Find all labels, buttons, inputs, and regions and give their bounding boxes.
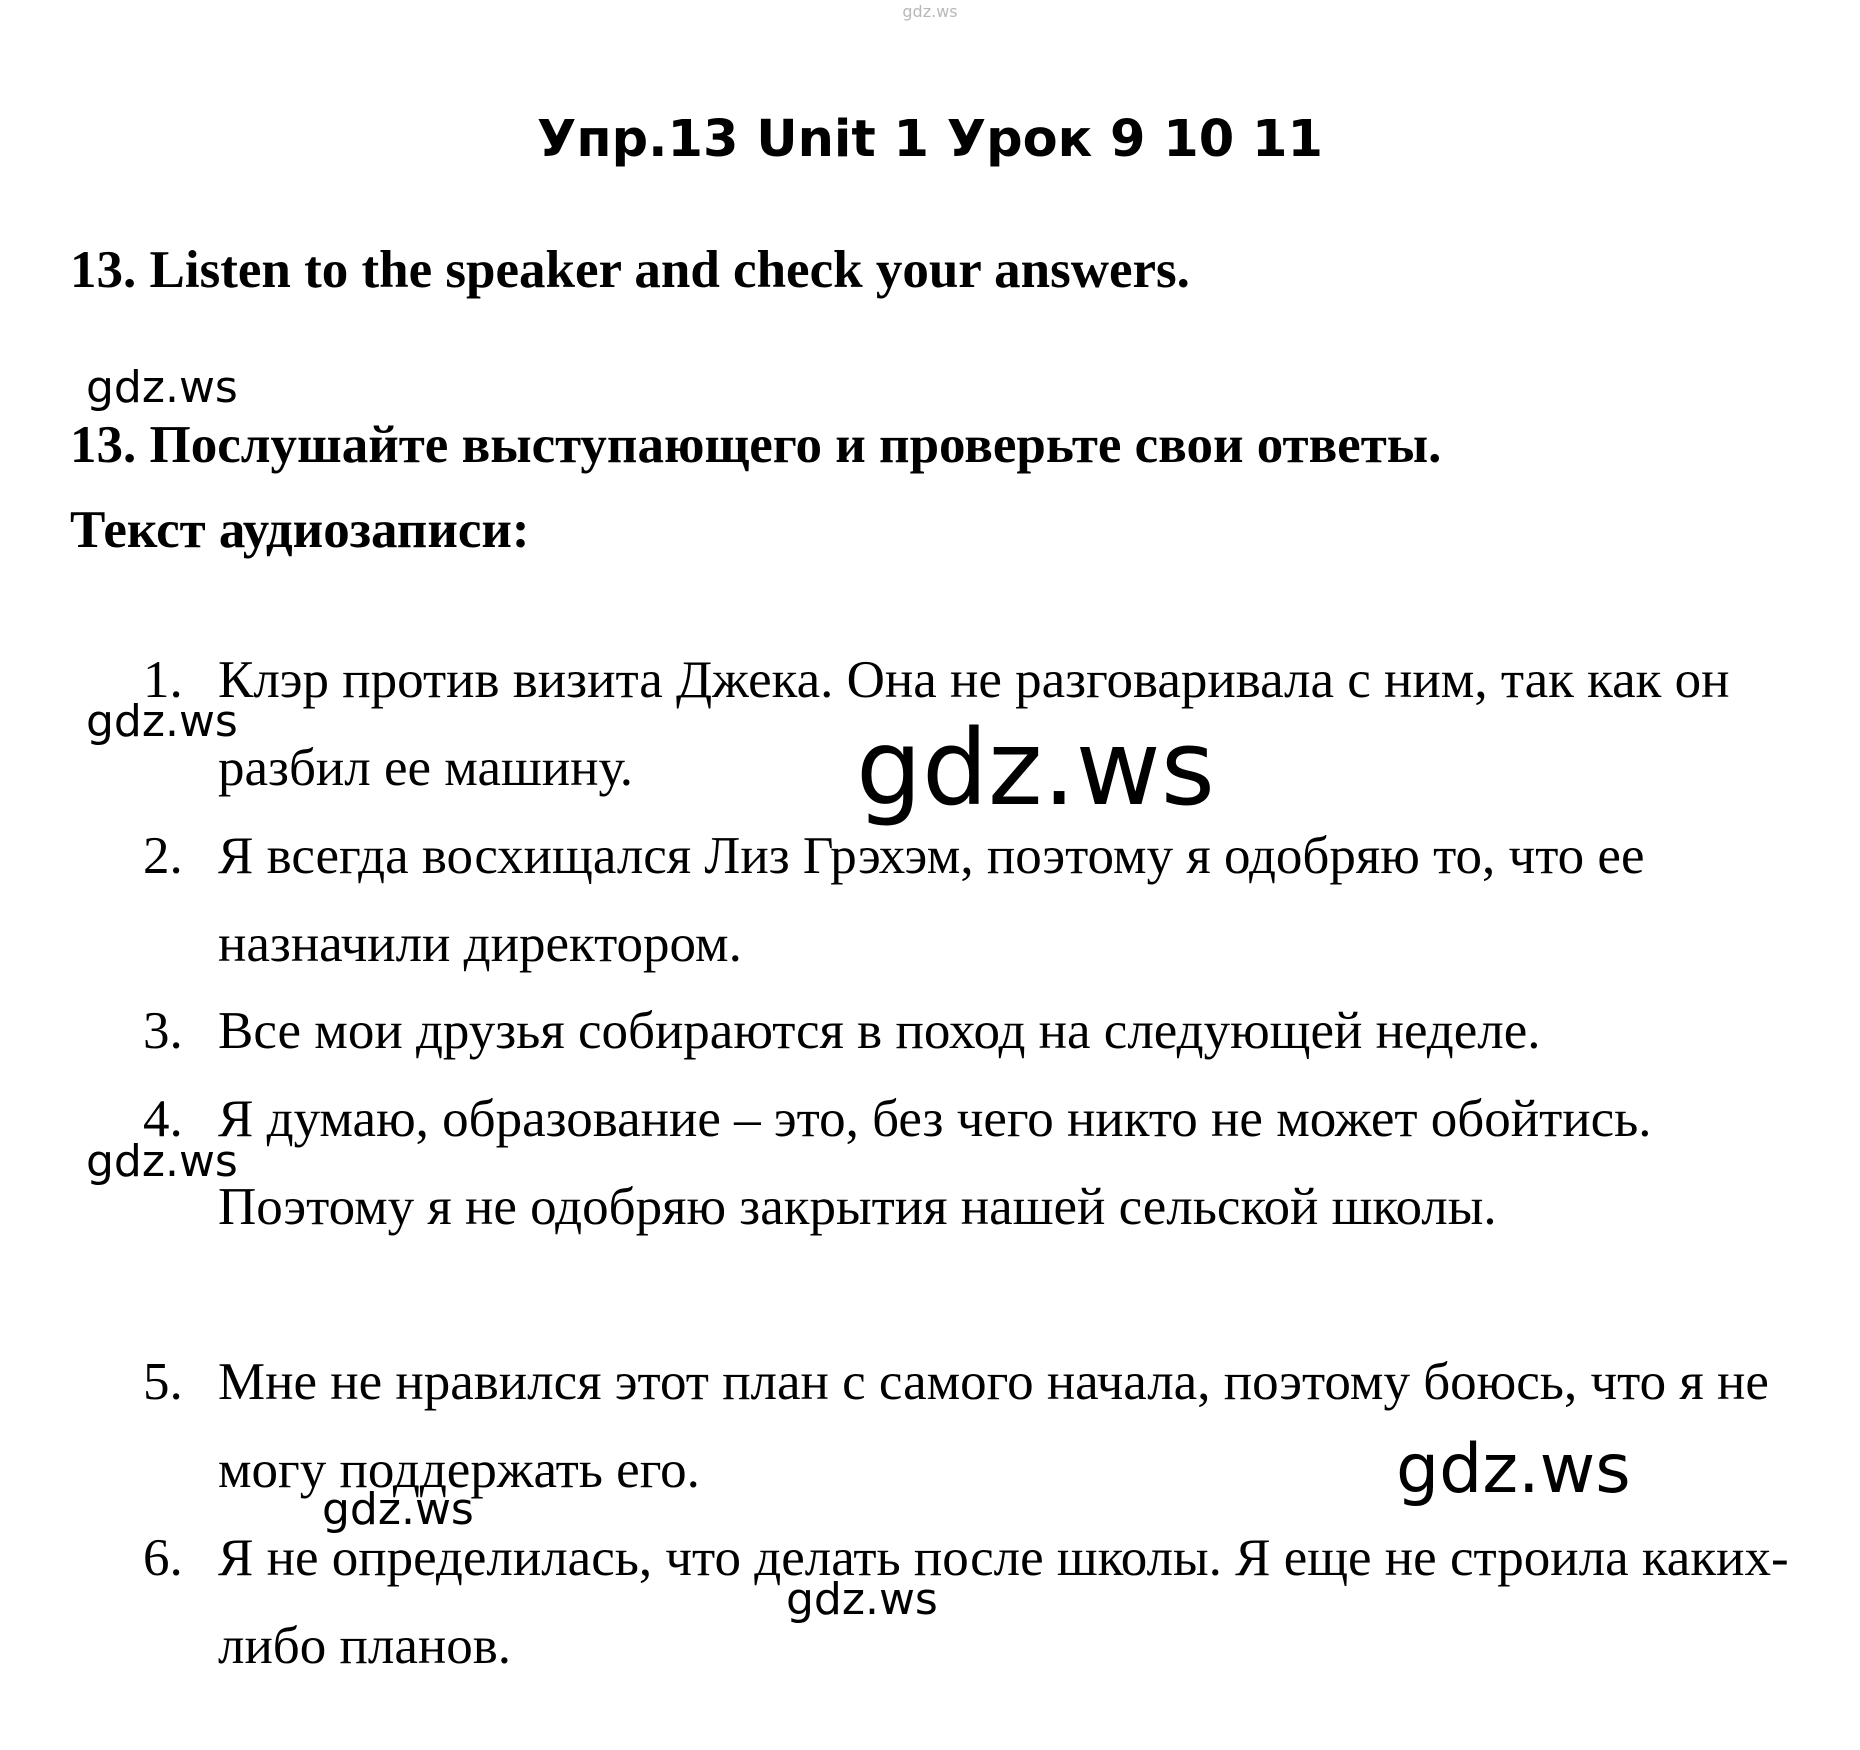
top-watermark: gdz.ws	[902, 2, 958, 21]
list-item-number: 4.	[143, 1090, 183, 1148]
task-heading-english: 13. Listen to the speaker and check your answers.	[70, 241, 1190, 299]
watermark: gdz.ws	[1396, 1430, 1631, 1509]
page-title: Упр.13 Unit 1 Урок 9 10 11	[537, 110, 1323, 169]
list-item-text: Я думаю, образование – это, без чего никто не может обойтись. Поэтому я не одобряю закрытия нашей сельской школы.	[218, 1090, 1652, 1236]
watermark: gdz.ws	[86, 696, 238, 747]
watermark: gdz.ws	[322, 1484, 474, 1535]
list-item-number: 2.	[143, 827, 183, 885]
list-item-text: Все мои друзья собираются в поход на следующей неделе.	[218, 1002, 1541, 1060]
audio-transcript-label: Текст аудиозаписи:	[70, 501, 530, 559]
list-item-number: 5.	[143, 1353, 183, 1411]
list-item-number: 6.	[143, 1529, 183, 1587]
list-item-number: 3.	[143, 1002, 183, 1060]
list-item-text: Я всегда восхищался Лиз Грэхэм, поэтому я одобряю то, что ее назначили директором.	[218, 827, 1645, 973]
list-item-text: Мне не нравился этот план с самого начала, поэтому боюсь, что я не могу поддержать его.	[218, 1353, 1769, 1499]
watermark: gdz.ws	[786, 1574, 938, 1625]
watermark: gdz.ws	[86, 362, 238, 413]
task-heading-russian: 13. Послушайте выступающего и проверьте свои ответы.	[70, 416, 1442, 474]
list-item-number: 1.	[143, 651, 183, 709]
watermark: gdz.ws	[86, 1136, 238, 1187]
watermark: gdz.ws	[856, 707, 1215, 829]
list-item-text: Клэр против визита Джека. Она не разговаривала с ним, так как он разбил ее машину.	[218, 651, 1730, 797]
list-item-text: Я не определилась, что делать после школы. Я еще не строила каких-либо планов.	[218, 1529, 1789, 1675]
